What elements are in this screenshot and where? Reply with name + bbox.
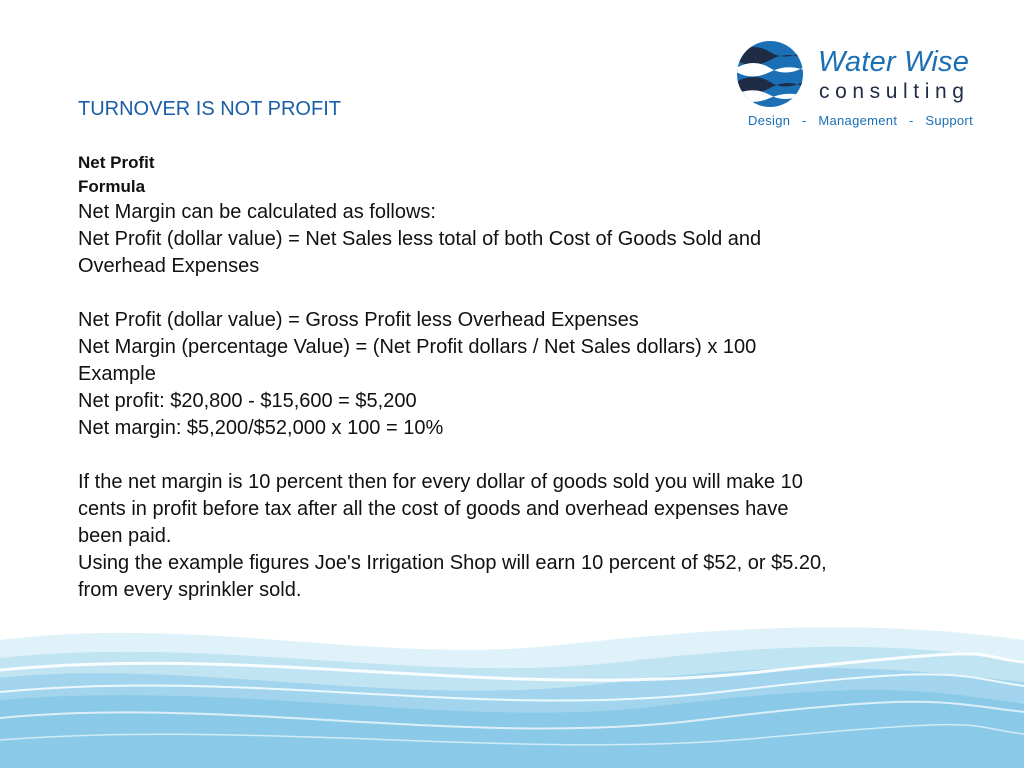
text-line: Net Margin can be calculated as follows: xyxy=(78,201,436,223)
slide-title: TURNOVER IS NOT PROFIT xyxy=(78,98,341,120)
text-line: Net profit: $20,800 - $15,600 = $5,200 xyxy=(78,390,417,412)
text-line: Net Margin (percentage Value) = (Net Profit dollars / Net Sales dollars) x 100 xyxy=(78,336,757,358)
text-line: If the net margin is 10 percent then for every dollar of goods sold you will make 10 cents in profit before tax after all the cost of goods and overhead expenses have been paid. xyxy=(78,471,803,547)
brand-subtitle: consulting xyxy=(819,80,970,103)
text-line: Using the example figures Joe's Irrigation Shop will earn 10 percent of $52, or $5.20, from every sprinkler sold. xyxy=(78,552,827,601)
brand-name: Water Wise xyxy=(818,46,970,78)
water-wave-logo-icon xyxy=(736,38,806,108)
subheading-formula: Formula xyxy=(78,177,146,196)
wave-decoration xyxy=(0,600,1024,768)
brand-tagline: Design - Management - Support xyxy=(748,113,973,128)
text-line: Net margin: $5,200/$52,000 x 100 = 10% xyxy=(78,417,444,439)
company-logo xyxy=(736,38,986,133)
text-line: Net Profit (dollar value) = Net Sales less total of both Cost of Goods Sold and Overhead Expenses xyxy=(78,228,762,277)
text-line: Net Profit (dollar value) = Gross Profit less Overhead Expenses xyxy=(78,309,639,331)
slide-body xyxy=(78,151,838,604)
subheading-net-profit: Net Profit xyxy=(78,153,155,172)
text-line: Example xyxy=(78,363,156,385)
